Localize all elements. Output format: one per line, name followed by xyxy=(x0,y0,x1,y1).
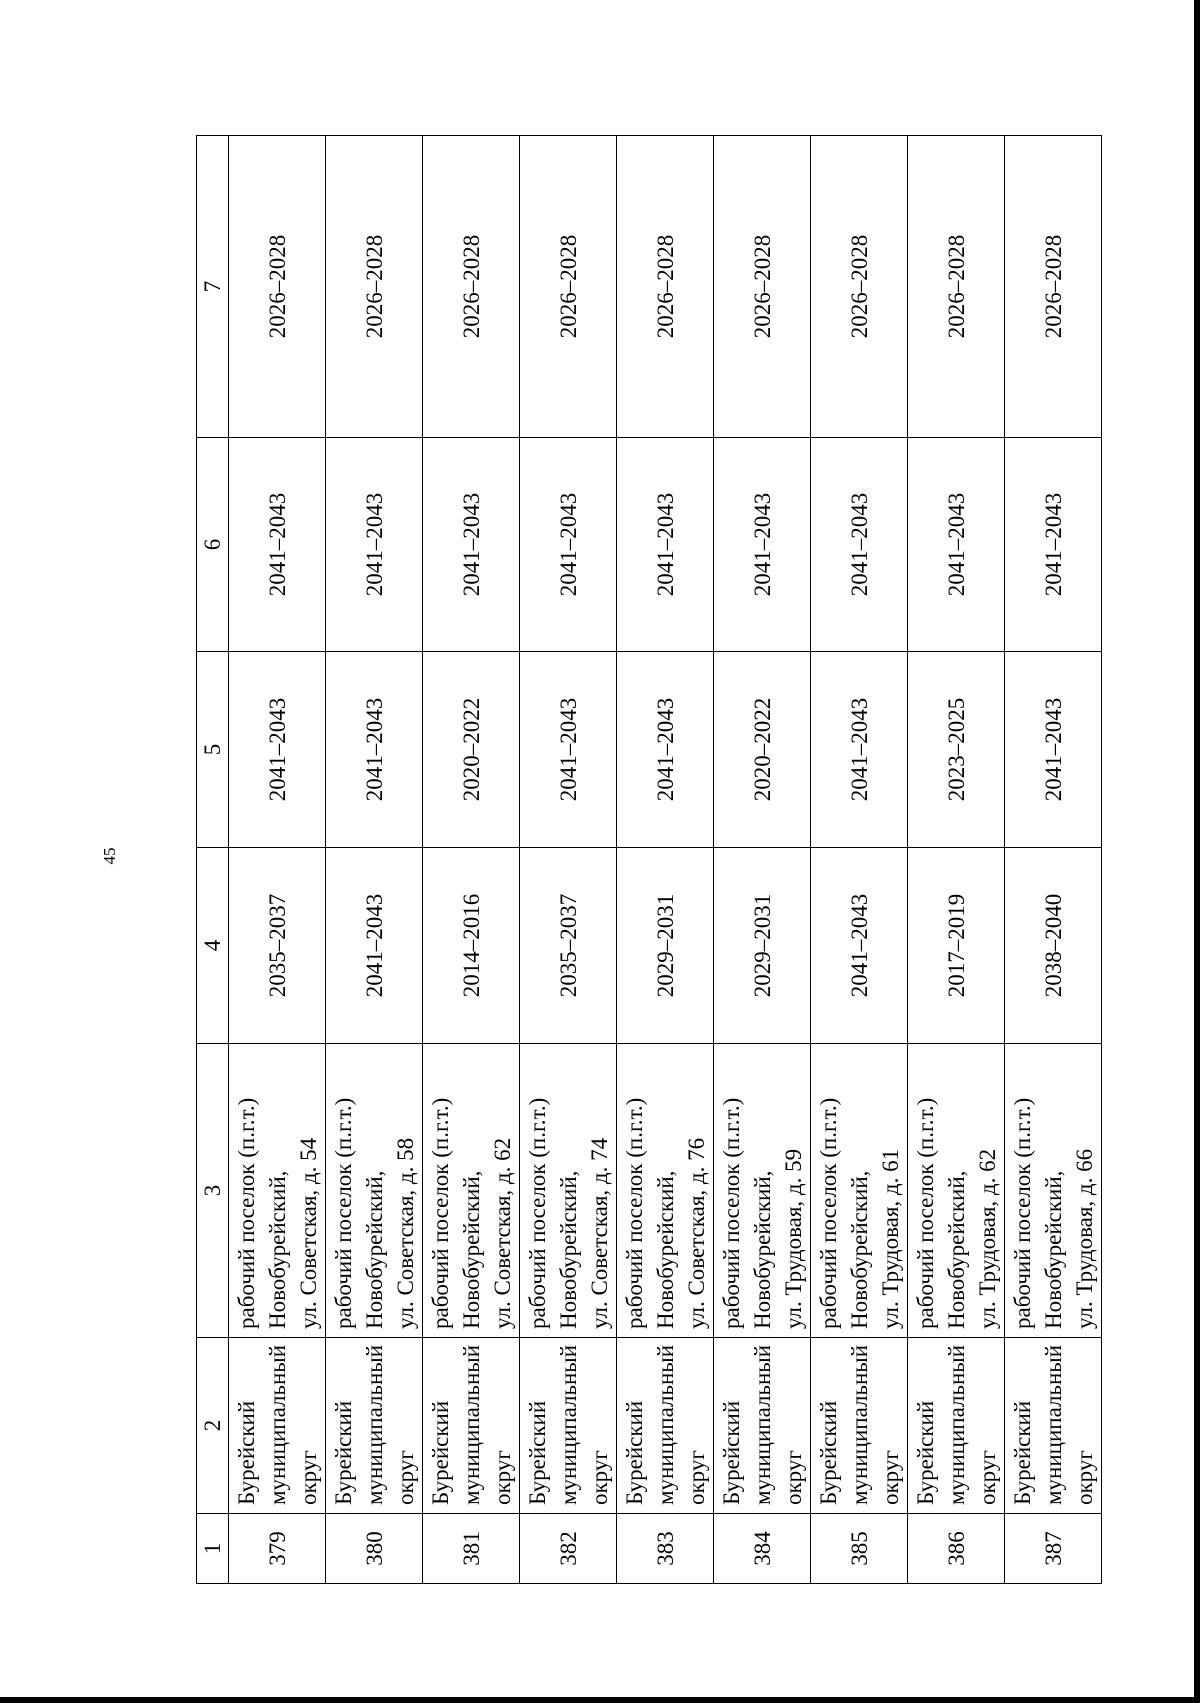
district-line: Бурейский xyxy=(233,1400,259,1505)
district-line: округ xyxy=(1071,1450,1097,1505)
district-line: округ xyxy=(780,1450,806,1505)
period-cell-4: 2041–2043 xyxy=(326,848,423,1044)
row-number-cell: 386 xyxy=(908,1514,1005,1584)
row-number-cell: 387 xyxy=(1005,1514,1102,1584)
address-line: Новобурейский, xyxy=(264,1170,290,1329)
address-cell xyxy=(1005,1044,1102,1338)
period-cell-5: 2041–2043 xyxy=(520,652,617,848)
period-cell-5: 2041–2043 xyxy=(326,652,423,848)
header-cell: 1 xyxy=(197,1514,229,1584)
row-number-cell: 384 xyxy=(714,1514,811,1584)
address-cell xyxy=(617,1044,714,1338)
address-line: Новобурейский, xyxy=(361,1170,387,1329)
period-cell-4: 2014–2016 xyxy=(423,848,520,1044)
district-cell xyxy=(811,1338,908,1514)
period-cell-7: 2026–2028 xyxy=(908,136,1005,438)
period-cell-7: 2026–2028 xyxy=(423,136,520,438)
period-cell-6: 2041–2043 xyxy=(1005,438,1102,652)
period-cell-7: 2026–2028 xyxy=(326,136,423,438)
header-cell: 7 xyxy=(197,136,229,438)
district-line: Бурейский xyxy=(524,1400,550,1505)
address-line: рабочий поселок (п.г.т.) xyxy=(524,1097,550,1329)
period-cell-7: 2026–2028 xyxy=(811,136,908,438)
table-row xyxy=(908,136,1005,1584)
district-line: муниципальный xyxy=(846,1344,872,1505)
address-cell xyxy=(811,1044,908,1338)
district-cell xyxy=(617,1338,714,1514)
period-cell-7: 2026–2028 xyxy=(520,136,617,438)
period-cell-6: 2041–2043 xyxy=(520,438,617,652)
table-row xyxy=(714,136,811,1584)
district-line: округ xyxy=(489,1450,515,1505)
address-line: Новобурейский, xyxy=(458,1170,484,1329)
period-cell-4: 2017–2019 xyxy=(908,848,1005,1044)
district-line: Бурейский xyxy=(912,1400,938,1505)
district-line: округ xyxy=(683,1450,709,1505)
header-row xyxy=(197,136,229,1584)
address-line: рабочий поселок (п.г.т.) xyxy=(912,1097,938,1329)
period-cell-5: 2023–2025 xyxy=(908,652,1005,848)
period-cell-4: 2035–2037 xyxy=(520,848,617,1044)
schedule-table-rotated xyxy=(196,136,1097,1584)
address-line: рабочий поселок (п.г.т.) xyxy=(1009,1097,1035,1329)
address-cell xyxy=(423,1044,520,1338)
row-number-cell: 379 xyxy=(229,1514,326,1584)
period-cell-5: 2020–2022 xyxy=(714,652,811,848)
district-cell xyxy=(520,1338,617,1514)
header-cell: 3 xyxy=(197,1044,229,1338)
district-cell xyxy=(229,1338,326,1514)
address-line: ул. Советская, д. 58 xyxy=(392,1137,418,1329)
row-number-cell: 383 xyxy=(617,1514,714,1584)
period-cell-7: 2026–2028 xyxy=(1005,136,1102,438)
address-line: Новобурейский, xyxy=(749,1170,775,1329)
period-cell-6: 2041–2043 xyxy=(908,438,1005,652)
period-cell-4: 2038–2040 xyxy=(1005,848,1102,1044)
header-cell: 2 xyxy=(197,1338,229,1514)
address-line: Новобурейский, xyxy=(555,1170,581,1329)
address-line: ул. Советская, д. 62 xyxy=(489,1137,515,1329)
district-cell xyxy=(908,1338,1005,1514)
schedule-table xyxy=(196,135,1102,1584)
district-cell xyxy=(714,1338,811,1514)
period-cell-6: 2041–2043 xyxy=(423,438,520,652)
district-line: округ xyxy=(295,1450,321,1505)
address-line: рабочий поселок (п.г.т.) xyxy=(330,1097,356,1329)
period-cell-7: 2026–2028 xyxy=(617,136,714,438)
address-line: Новобурейский, xyxy=(1040,1170,1066,1329)
header-cell: 6 xyxy=(197,438,229,652)
address-cell xyxy=(326,1044,423,1338)
address-cell xyxy=(908,1044,1005,1338)
address-cell xyxy=(229,1044,326,1338)
period-cell-4: 2029–2031 xyxy=(714,848,811,1044)
period-cell-4: 2035–2037 xyxy=(229,848,326,1044)
period-cell-7: 2026–2028 xyxy=(714,136,811,438)
period-cell-6: 2041–2043 xyxy=(811,438,908,652)
address-line: Новобурейский, xyxy=(943,1170,969,1329)
district-line: Бурейский xyxy=(621,1400,647,1505)
district-cell xyxy=(423,1338,520,1514)
district-line: округ xyxy=(586,1450,612,1505)
table-row xyxy=(423,136,520,1584)
address-line: ул. Трудовая, д. 62 xyxy=(974,1148,1000,1329)
district-cell xyxy=(1005,1338,1102,1514)
district-line: муниципальный xyxy=(749,1344,775,1505)
district-line: Бурейский xyxy=(1009,1400,1035,1505)
table-row xyxy=(1005,136,1102,1584)
period-cell-5: 2041–2043 xyxy=(1005,652,1102,848)
district-line: муниципальный xyxy=(943,1344,969,1505)
table-row xyxy=(811,136,908,1584)
header-cell: 4 xyxy=(197,848,229,1044)
period-cell-5: 2041–2043 xyxy=(229,652,326,848)
district-line: муниципальный xyxy=(264,1344,290,1505)
address-cell xyxy=(520,1044,617,1338)
row-number-cell: 385 xyxy=(811,1514,908,1584)
district-line: округ xyxy=(974,1450,1000,1505)
address-line: рабочий поселок (п.г.т.) xyxy=(815,1097,841,1329)
table-row xyxy=(520,136,617,1584)
address-line: Новобурейский, xyxy=(652,1170,678,1329)
period-cell-4: 2029–2031 xyxy=(617,848,714,1044)
period-cell-4: 2041–2043 xyxy=(811,848,908,1044)
row-number-cell: 380 xyxy=(326,1514,423,1584)
address-line: ул. Советская, д. 74 xyxy=(586,1137,612,1329)
district-line: муниципальный xyxy=(458,1344,484,1505)
period-cell-6: 2041–2043 xyxy=(326,438,423,652)
period-cell-7: 2026–2028 xyxy=(229,136,326,438)
district-line: Бурейский xyxy=(815,1400,841,1505)
period-cell-6: 2041–2043 xyxy=(714,438,811,652)
scan-edge-right xyxy=(1194,0,1200,1703)
table-row xyxy=(617,136,714,1584)
district-line: округ xyxy=(392,1450,418,1505)
period-cell-5: 2041–2043 xyxy=(811,652,908,848)
address-line: ул. Трудовая, д. 66 xyxy=(1071,1148,1097,1329)
district-line: Бурейский xyxy=(427,1400,453,1505)
district-line: округ xyxy=(877,1450,903,1505)
scan-edge-bottom xyxy=(0,1697,1200,1703)
address-line: рабочий поселок (п.г.т.) xyxy=(718,1097,744,1329)
period-cell-5: 2041–2043 xyxy=(617,652,714,848)
district-line: Бурейский xyxy=(718,1400,744,1505)
district-line: муниципальный xyxy=(361,1344,387,1505)
header-cell: 5 xyxy=(197,652,229,848)
address-line: ул. Трудовая, д. 61 xyxy=(877,1148,903,1329)
address-line: рабочий поселок (п.г.т.) xyxy=(621,1097,647,1329)
address-line: ул. Трудовая, д. 59 xyxy=(780,1148,806,1329)
address-line: рабочий поселок (п.г.т.) xyxy=(427,1097,453,1329)
table-row xyxy=(326,136,423,1584)
address-line: Новобурейский, xyxy=(846,1170,872,1329)
table-row xyxy=(229,136,326,1584)
period-cell-6: 2041–2043 xyxy=(229,438,326,652)
page-number-text: 45 xyxy=(100,847,119,865)
district-line: муниципальный xyxy=(555,1344,581,1505)
row-number-cell: 381 xyxy=(423,1514,520,1584)
district-line: Бурейский xyxy=(330,1400,356,1505)
row-number-cell: 382 xyxy=(520,1514,617,1584)
period-cell-5: 2020–2022 xyxy=(423,652,520,848)
district-line: муниципальный xyxy=(1040,1344,1066,1505)
district-cell xyxy=(326,1338,423,1514)
address-line: ул. Советская, д. 54 xyxy=(295,1137,321,1329)
address-line: рабочий поселок (п.г.т.) xyxy=(233,1097,259,1329)
address-line: ул. Советская, д. 76 xyxy=(683,1137,709,1329)
district-line: муниципальный xyxy=(652,1344,678,1505)
period-cell-6: 2041–2043 xyxy=(617,438,714,652)
address-cell xyxy=(714,1044,811,1338)
